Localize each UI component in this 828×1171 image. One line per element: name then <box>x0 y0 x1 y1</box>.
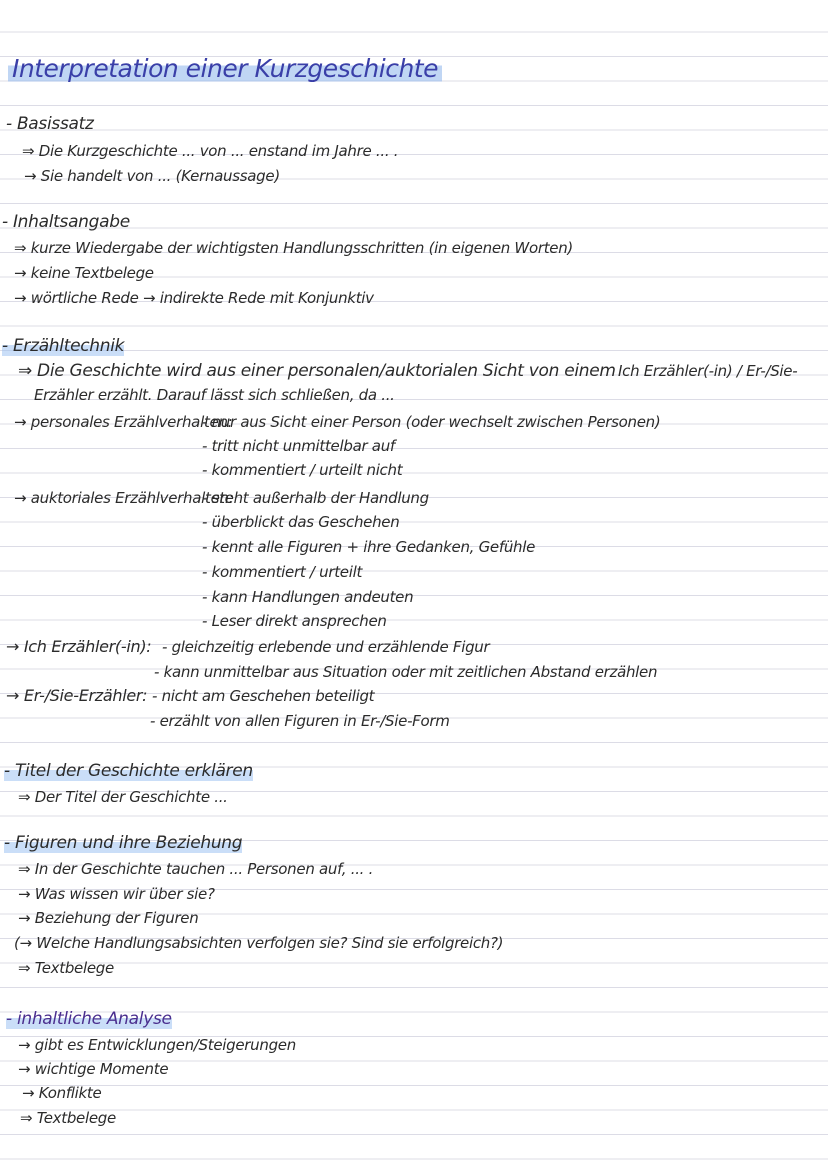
inhaltsangabe-line-3: → wörtliche Rede → indirekte Rede mit Konjunktiv <box>14 289 374 307</box>
inhaltsangabe-line-1: ⇒ kurze Wiedergabe der wichtigsten Handlungsschritten (in eigenen Worten) <box>14 239 573 257</box>
personal-item-1: - nur aus Sicht einer Person (oder wechselt zwischen Personen) <box>202 413 661 431</box>
analyse-line-4: ⇒ Textbelege <box>20 1109 116 1127</box>
erzaehltechnik-intro-1: ⇒ Die Geschichte wird aus einer personalen/auktorialen Sicht von einem <box>18 361 616 381</box>
basissatz-line-2: → Sie handelt von ... (Kernaussage) <box>24 167 280 185</box>
ich-item-2: - kann unmittelbar aus Situation oder mit zeitlichen Abstand erzählen <box>154 663 658 681</box>
erzaehltechnik-intro-1-end: Ich Erzähler(-in) / Er-/Sie- <box>618 362 798 380</box>
heading-inhaltsangabe: - Inhaltsangabe <box>2 212 130 232</box>
heading-titel-text: - Titel der Geschichte erklären <box>4 761 253 781</box>
page-title <box>8 54 442 83</box>
analyse-line-2: → wichtige Momente <box>18 1060 169 1078</box>
inhaltsangabe-line-2: → keine Textbelege <box>14 264 154 282</box>
heading-erzaehltechnik <box>2 336 124 356</box>
heading-figuren <box>4 833 242 853</box>
erzaehltechnik-intro-2: Erzähler erzählt. Darauf lässt sich schließen, da ... <box>34 386 395 404</box>
titel-line-1: ⇒ Der Titel der Geschichte ... <box>18 788 228 806</box>
auktorial-item-1: - steht außerhalb der Handlung <box>202 489 429 507</box>
page-title-text: Interpretation einer Kurzgeschichte <box>8 54 442 83</box>
er-sie-erzaehler-label: → Er-/Sie-Erzähler: <box>6 686 148 705</box>
heading-analyse-text: - inhaltliche Analyse <box>6 1009 172 1029</box>
personal-item-2: - tritt nicht unmittelbar auf <box>202 437 395 455</box>
er-item-2: - erzählt von allen Figuren in Er-/Sie-Form <box>150 712 450 730</box>
auktorial-label: → auktoriales Erzählverhalten: <box>14 489 234 507</box>
figuren-line-1: ⇒ In der Geschichte tauchen ... Personen auf, ... . <box>18 860 374 878</box>
basissatz-line-1: ⇒ Die Kurzgeschichte ... von ... enstand im Jahre ... . <box>22 142 399 160</box>
personal-label: → personales Erzählverhalten: <box>14 413 233 431</box>
figuren-line-5: ⇒ Textbelege <box>18 959 114 977</box>
personal-item-3: - kommentiert / urteilt nicht <box>202 461 403 479</box>
figuren-line-4: (→ Welche Handlungsabsichten verfolgen sie? Sind sie erfolgreich?) <box>14 934 504 952</box>
figuren-line-3: → Beziehung der Figuren <box>18 909 199 927</box>
ich-item-1: - gleichzeitig erlebende und erzählende Figur <box>162 638 490 656</box>
analyse-line-1: → gibt es Entwicklungen/Steigerungen <box>18 1036 296 1054</box>
auktorial-item-5: - kann Handlungen andeuten <box>202 588 414 606</box>
auktorial-item-2: - überblickt das Geschehen <box>202 513 400 531</box>
auktorial-item-3: - kennt alle Figuren + ihre Gedanken, Gefühle <box>202 538 536 556</box>
ich-erzaehler-label: → Ich Erzähler(-in): <box>6 637 152 656</box>
heading-analyse <box>6 1009 172 1029</box>
auktorial-item-6: - Leser direkt ansprechen <box>202 612 387 630</box>
auktorial-item-4: - kommentiert / urteilt <box>202 563 363 581</box>
figuren-line-2: → Was wissen wir über sie? <box>18 885 215 903</box>
heading-erzaehltechnik-text: - Erzähltechnik <box>2 336 125 356</box>
heading-titel <box>4 761 253 781</box>
heading-figuren-text: - Figuren und ihre Beziehung <box>4 833 243 853</box>
heading-basissatz: - Basissatz <box>6 114 94 134</box>
er-item-1: - nicht am Geschehen beteiligt <box>152 687 375 705</box>
analyse-line-3: → Konflikte <box>22 1084 102 1102</box>
